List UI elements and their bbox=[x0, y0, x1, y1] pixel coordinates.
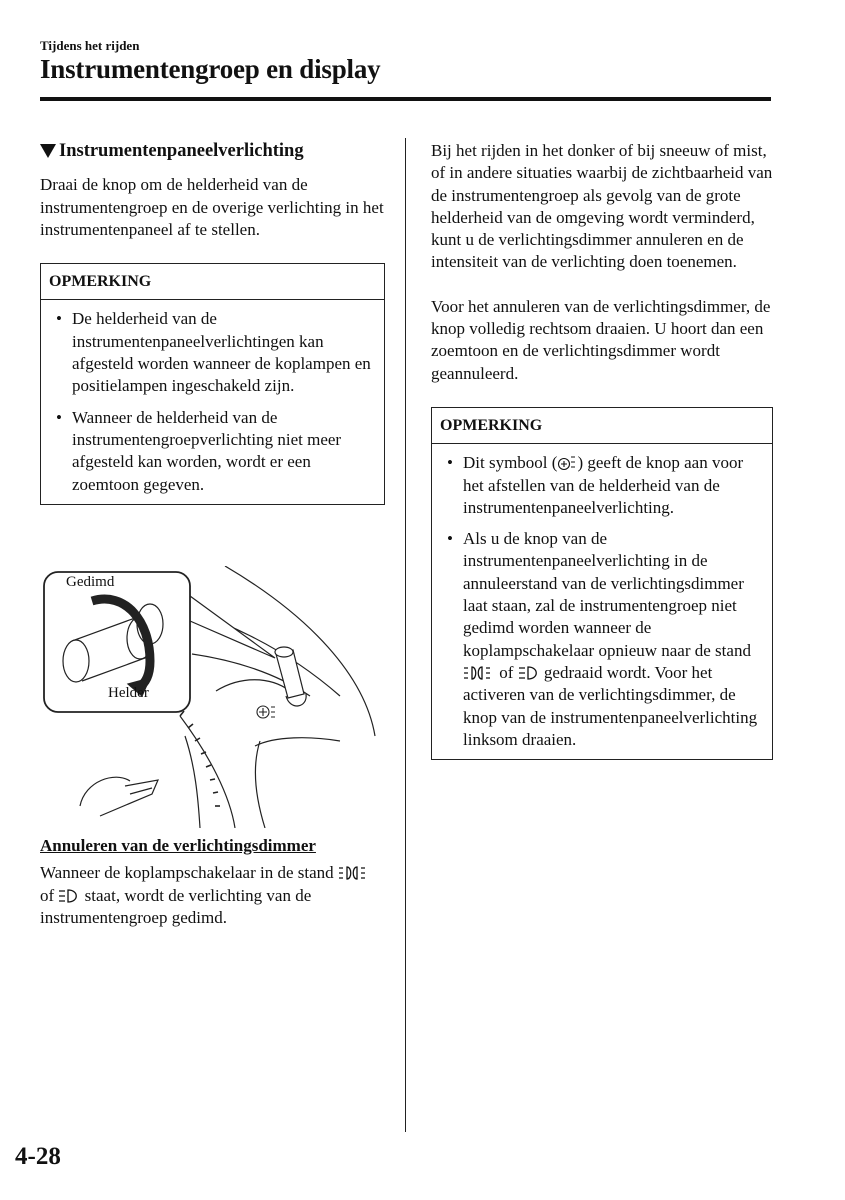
right-paragraph-1: Bij het rijden in het donker of bij sneeuw of mist, of in andere situaties waarbij de zichtbaarheid van de instrumentengroep als gevolg van de grote helderheid van de omgeving wordt verminderd, kunt u de verlichtingsdimmer annuleren en de intensiteit van de verlichting doen toenemen. bbox=[431, 141, 773, 272]
dimmer-knob-icon bbox=[557, 455, 577, 471]
right-paragraph-2: Voor het annuleren van de verlichtingsdimmer, de knop volledig rechtsom draaien. U hoort dan een zoemtoon en de verlichtingsdimmer wordt geannuleerd. bbox=[431, 296, 771, 383]
title-rule bbox=[40, 97, 771, 101]
label-bright: Helder bbox=[108, 685, 149, 701]
column-divider bbox=[405, 138, 406, 1132]
intro-paragraph: Draai de knop om de helderheid van de instrumentengroep en de overige verlichting in het instrumentenpaneel af te stellen. bbox=[40, 175, 384, 239]
position-lamp-icon bbox=[463, 665, 495, 681]
left-column bbox=[40, 140, 385, 505]
cancel-heading: Annuleren van de verlichtingsdimmer bbox=[40, 836, 316, 855]
note-heading: OPMERKING bbox=[432, 408, 772, 444]
section-label: Tijdens het rijden bbox=[40, 38, 140, 53]
subheading-text: Instrumentenpaneelverlichting bbox=[59, 141, 304, 161]
label-dimmed: Gedimd bbox=[66, 574, 115, 590]
page-number: 4-28 bbox=[15, 1143, 61, 1170]
dimmer-knob-icon bbox=[257, 706, 275, 718]
cancel-paragraph: Wanneer de koplampschakelaar in de stand of staat, wordt de verlichting van de instrumentengroep gedimd. bbox=[40, 862, 385, 929]
note-box-right bbox=[431, 407, 773, 760]
cancel-section bbox=[40, 835, 385, 929]
headlight-icon bbox=[58, 888, 80, 904]
page-title: Instrumentengroep en display bbox=[40, 54, 381, 84]
note-box-left bbox=[40, 263, 385, 505]
position-lamp-icon bbox=[338, 865, 370, 881]
note-body bbox=[41, 300, 384, 503]
note-item: • Als u de knop van de instrumentenpaneelverlichting in de annuleerstand van de verlichtingsdimmer laat staan, zal de instrumentengroep niet gedimd worden wanneer de koplampschakelaar opnieuw naar de stand of gedraaid wordt. Voor het activeren van de verlichtingsdimmer, de knop van de instrumentenpaneelverlichting linksom draaien. bbox=[447, 529, 758, 749]
note-item: • Wanneer de helderheid van de instrumentengroepverlichting niet meer afgesteld kan worden, wordt er een zoemtoon gegeven. bbox=[56, 407, 342, 494]
triangle-marker-icon bbox=[40, 144, 56, 158]
dimmer-illustration-svg bbox=[40, 566, 385, 828]
note-item: • Dit symbool ( ) geeft de knop aan voor het afstellen van de helderheid van de instrumentenpaneelverlichting. bbox=[447, 453, 744, 517]
dimmer-knob-illustration bbox=[40, 566, 385, 828]
note-heading: OPMERKING bbox=[41, 264, 384, 300]
note-body bbox=[432, 444, 772, 759]
note-item: • De helderheid van de instrumentenpaneelverlichtingen kan afgesteld worden wanneer de koplampen en positielampen ingeschakeld zijn. bbox=[56, 309, 371, 396]
headlight-icon bbox=[518, 665, 540, 681]
subheading bbox=[40, 140, 385, 162]
right-column bbox=[431, 140, 773, 760]
